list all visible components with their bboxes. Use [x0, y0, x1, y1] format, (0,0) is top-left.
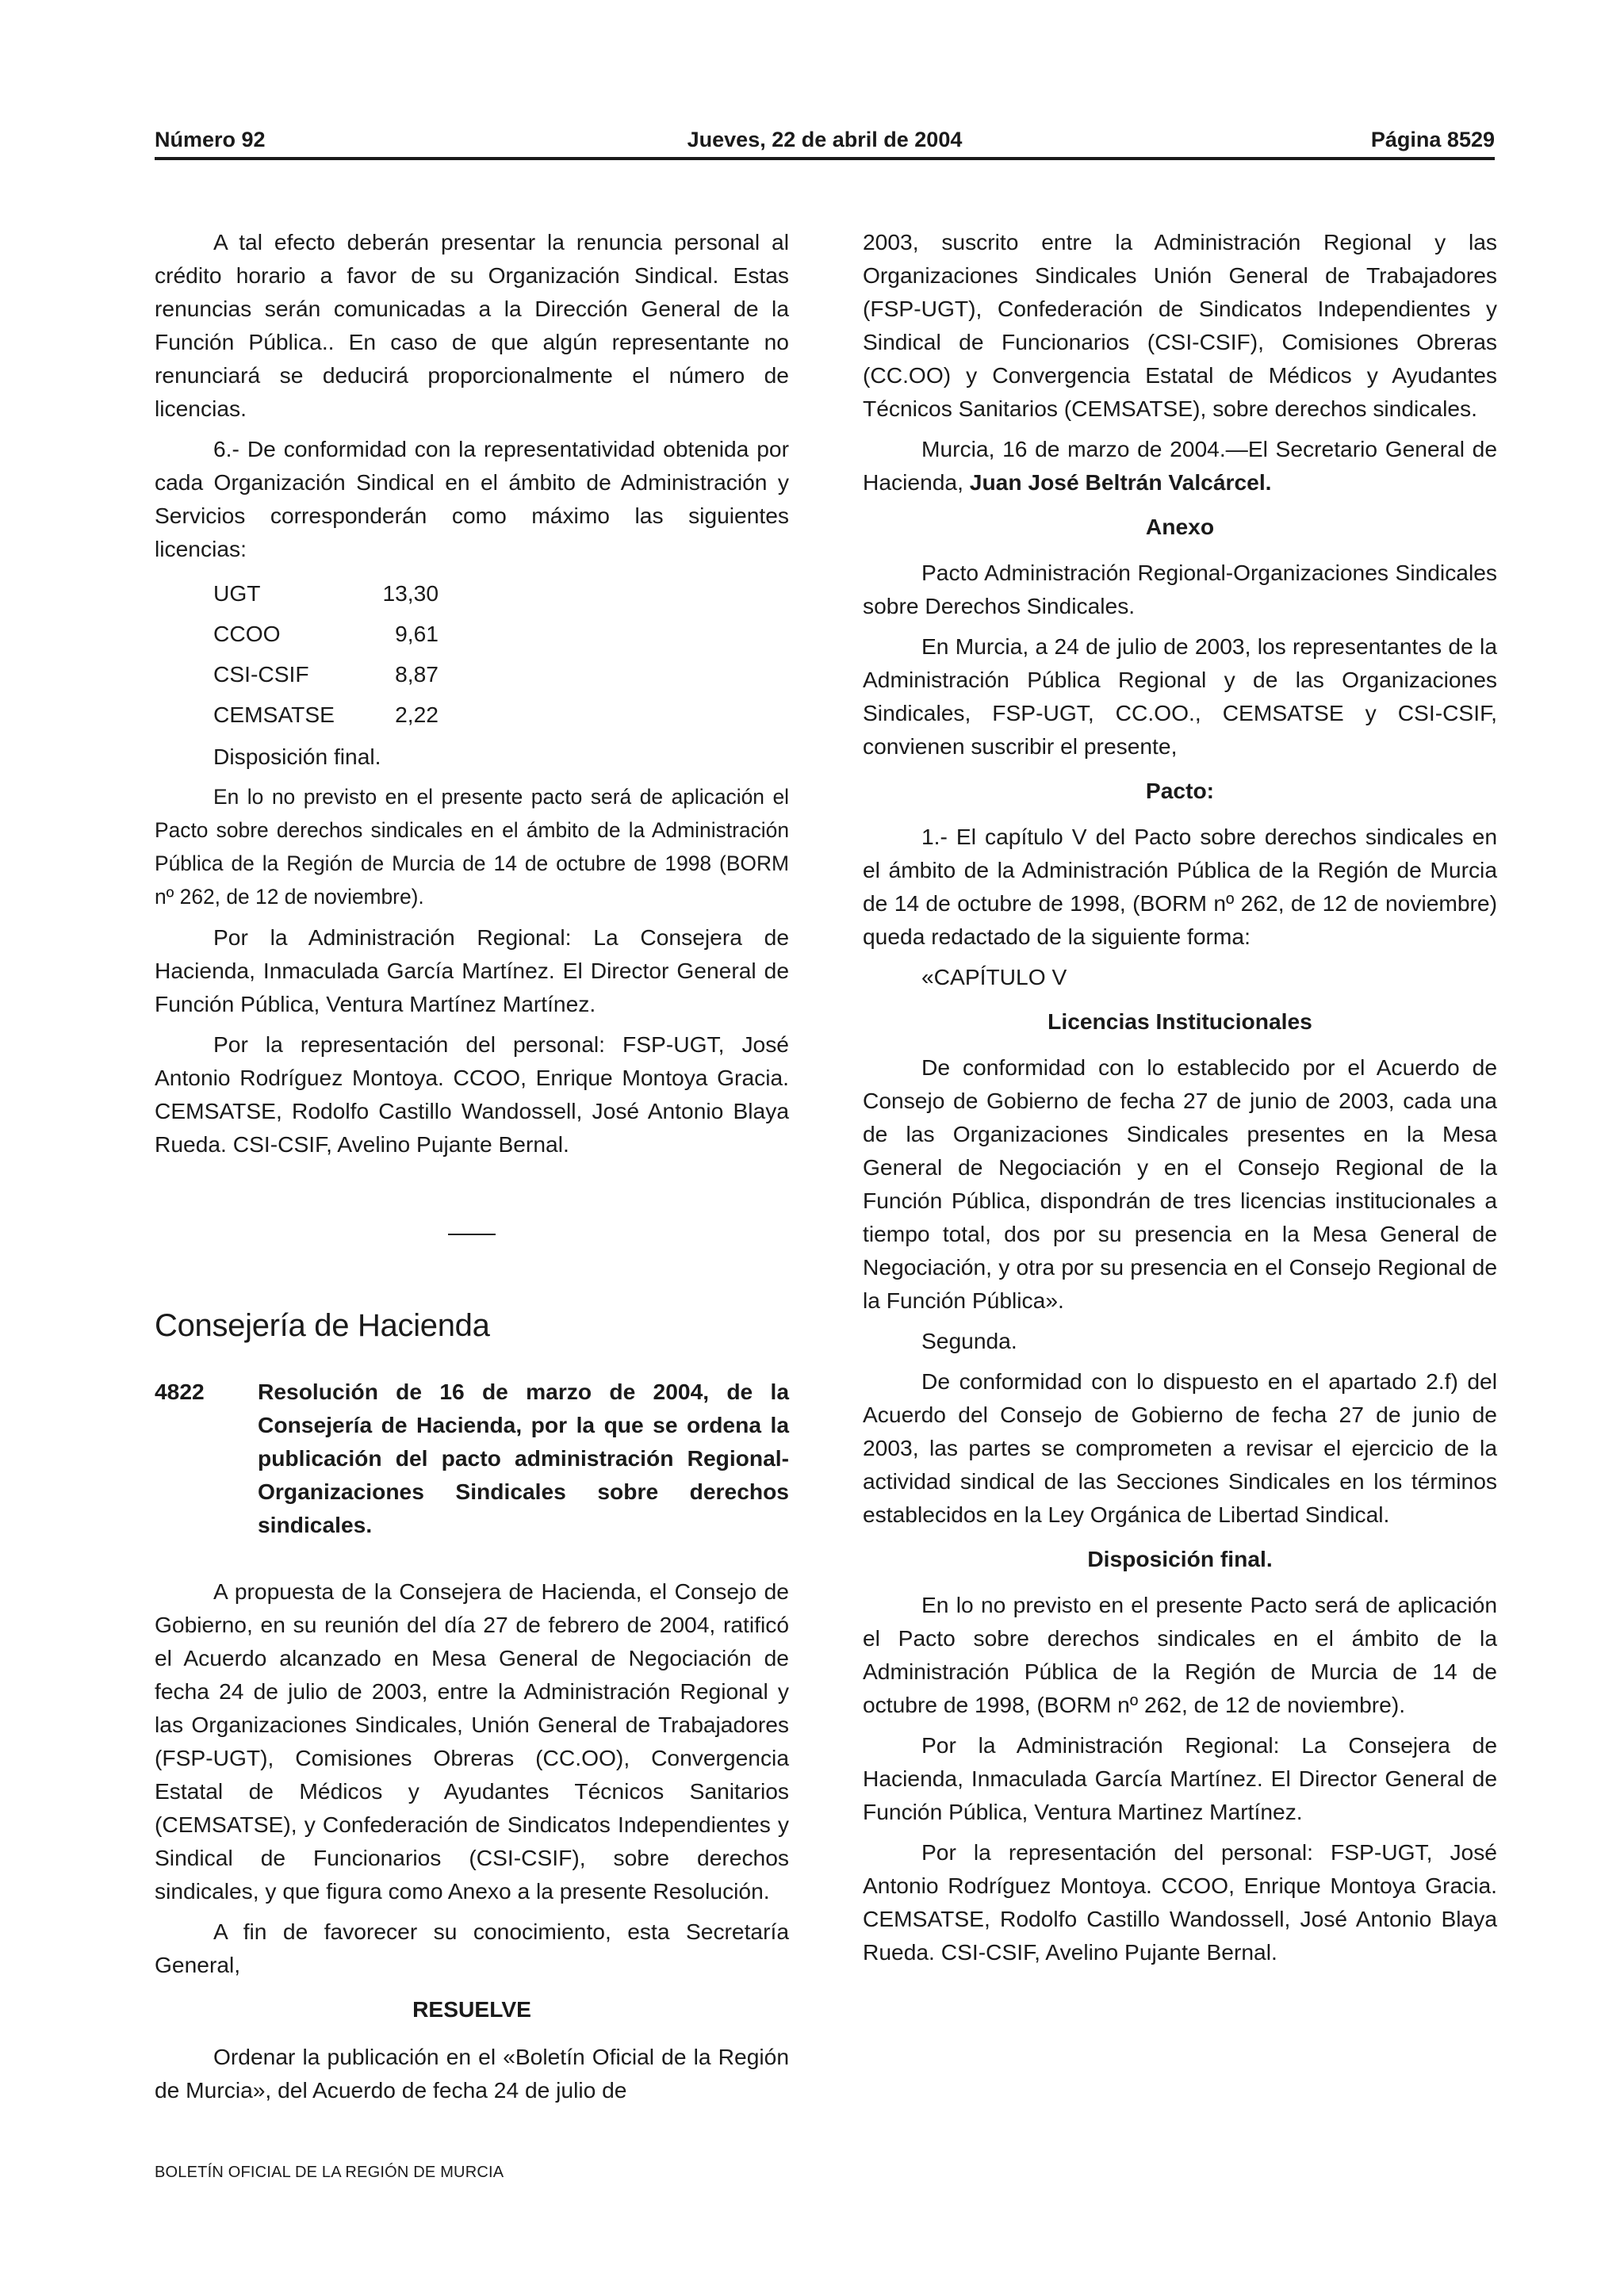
licencia-value: 2,22 — [395, 701, 439, 727]
resuelve-heading: RESUELVE — [412, 1996, 531, 2022]
licencia-row — [213, 572, 483, 613]
resolution-title: Resolución de 16 de marzo de 2004, de la Consejería de Hacienda, por la que se ordena la publicación del pacto administración Regional-Organizaciones Sindicales sobre derechos sindicales. — [258, 1379, 789, 1537]
licencia-value: 8,87 — [395, 660, 439, 687]
licencias-table — [213, 572, 483, 734]
paragraph: A tal efecto deberán presentar la renuncia personal al crédito horario a favor de su Organización Sindical. Estas renuncias serán comunicadas a la Dirección General de la Función Pública.. En caso de que algún representante no renunciará se deducirá proporcionalmente el número de licencias. — [155, 229, 789, 421]
paragraph: A propuesta de la Consejera de Hacienda, el Consejo de Gobierno, en su reunión del día 27 de febrero de 2004, ratificó el Acuerdo alcanzado en Mesa General de Negociación de fecha 24 de julio de 2003, entre la Administración Regional y las Organizaciones Sindicales, Unión General de Trabajadores (FSP-UGT), Comisiones Obreras (CC.OO), Convergencia Estatal de Médicos y Ayudantes Técnicos Sanitarios (CEMSATSE), y Confederación de Sindicatos Independientes y Sindical de Funcionarios (CSI-CSIF), sobre derechos sindicales, y que figura como Anexo a la presente Resolución. — [155, 1578, 789, 1904]
licencia-value: 9,61 — [395, 620, 439, 646]
section-divider — [448, 1234, 496, 1235]
paragraph: Por la representación del personal: FSP-UGT, José Antonio Rodríguez Montoya. CCOO, Enrique Montoya Gracia. CEMSATSE, Rodolfo Castillo Wandossell, José Antonio Blaya Rueda. CSI-CSIF, Avelino Pujante Bernal. — [155, 1031, 789, 1157]
licencia-name: CCOO — [213, 620, 281, 646]
paragraph: Por la representación del personal: FSP-UGT, José Antonio Rodríguez Montoya. CCOO, Enrique Montoya Gracia. CEMSATSE, Rodolfo Castillo Wandossell, José Antonio Blaya Rueda. CSI-CSIF, Avelino Pujante Bernal. — [863, 1839, 1497, 1965]
paragraph: En lo no previsto en el presente pacto será de aplicación el Pacto sobre derechos sindicales en el ámbito de la Administración Pública de la Región de Murcia de 14 de octubre de 1998 (BORM nº 262, de 12 de noviembre). — [155, 785, 789, 909]
licencia-name: UGT — [213, 580, 261, 606]
pacto-heading: Pacto: — [1145, 778, 1215, 803]
page-number: Página 8529 — [1370, 128, 1495, 151]
licencia-value: 13,30 — [382, 580, 439, 606]
disposicion-heading: Disposición final. — [1087, 1546, 1273, 1571]
paragraph: De conformidad con lo dispuesto en el apartado 2.f) del Acuerdo del Consejo de Gobierno de fecha 27 de junio de 2003, las partes se comprometen a revisar el ejercicio de la actividad sindical de las Secciones Sindicales en los términos establecidos en la Ley Orgánica de Libertad Sindical. — [863, 1368, 1497, 1527]
right-column — [863, 225, 1497, 1976]
issue-date: Jueves, 22 de abril de 2004 — [687, 128, 963, 151]
licencia-name: CSI-CSIF — [213, 660, 309, 687]
licencias-heading: Licencias Institucionales — [1048, 1008, 1312, 1034]
resolution-heading — [155, 1375, 789, 1541]
paragraph: 1.- El capítulo V del Pacto sobre derechos sindicales en el ámbito de la Administración Pública de la Región de Murcia de 14 de octubre de 1998, (BORM nº 262, de 12 de noviembre) queda redactado de la siguiente forma: — [863, 824, 1497, 949]
licencia-name: CEMSATSE — [213, 701, 335, 727]
section-title: Consejería de Hacienda — [155, 1308, 490, 1343]
signature-paragraph — [863, 432, 1497, 499]
resolution-number: 4822 — [155, 1379, 205, 1404]
signer-name: Juan José Beltrán Valcárcel. — [969, 469, 1272, 495]
left-column — [155, 225, 789, 2114]
paragraph: 6.- De conformidad con la representatividad obtenida por cada Organización Sindical en el ámbito de Administración y Servicios corresponderán como máximo las siguientes licencias: — [155, 436, 789, 561]
page-footer: BOLETÍN OFICIAL DE LA REGIÓN DE MURCIA — [155, 2164, 504, 2181]
disposicion-label: Disposición final. — [213, 744, 381, 769]
licencia-row — [213, 653, 483, 694]
anexo-heading: Anexo — [1145, 514, 1215, 539]
page-header — [155, 121, 1495, 160]
paragraph: Por la Administración Regional: La Consejera de Hacienda, Inmaculada García Martínez. El Director General de Función Pública, Ventura Martinez Martínez. — [863, 1732, 1497, 1824]
paragraph: Pacto Administración Regional-Organizaciones Sindicales sobre Derechos Sindicales. — [863, 560, 1497, 618]
licencia-row — [213, 694, 483, 734]
paragraph: De conformidad con lo establecido por el Acuerdo de Consejo de Gobierno de fecha 27 de junio de 2003, cada una de las Organizaciones Sindicales presentes en la Mesa General de Negociación y en el Consejo Regional de la Función Pública, dispondrán de tres licencias institucionales a tiempo total, dos por su presencia en la Mesa General de Negociación, y otra por su presencia en el Consejo Regional de la Función Pública». — [863, 1054, 1497, 1313]
paragraph: Por la Administración Regional: La Consejera de Hacienda, Inmaculada García Martínez. El Director General de Función Pública, Ventura Martínez Martínez. — [155, 924, 789, 1016]
paragraph: A fin de favorecer su conocimiento, esta Secretaría General, — [155, 1919, 789, 1977]
licencia-row — [213, 613, 483, 653]
paragraph: En lo no previsto en el presente Pacto será de aplicación el Pacto sobre derechos sindicales en el ámbito de la Administración Pública de la Región de Murcia de 14 de octubre de 1998, (BORM nº 262, de 12 de noviembre). — [863, 1592, 1497, 1717]
capitulo-label: «CAPÍTULO V — [921, 964, 1067, 989]
signature-text: Murcia, 16 de marzo de 2004.—El Secretario General de Hacienda, — [863, 436, 1497, 495]
issue-number: Número 92 — [155, 128, 266, 151]
paragraph: Ordenar la publicación en el «Boletín Oficial de la Región de Murcia», del Acuerdo de fecha 24 de julio de — [155, 2044, 789, 2103]
segunda-label: Segunda. — [921, 1328, 1017, 1353]
paragraph: En Murcia, a 24 de julio de 2003, los representantes de la Administración Pública Regional y de las Organizaciones Sindicales, FSP-UGT, CC.OO., CEMSATSE y CSI-CSIF, convienen suscribir el presente, — [863, 633, 1497, 759]
paragraph: 2003, suscrito entre la Administración Regional y las Organizaciones Sindicales Unión General de Trabajadores (FSP-UGT), Confederación de Sindicatos Independientes y Sindical de Funcionarios (CSI-CSIF), Comisiones Obreras (CC.OO) y Convergencia Estatal de Médicos y Ayudantes Técnicos Sanitarios (CEMSATSE), sobre derechos sindicales. — [863, 229, 1497, 421]
